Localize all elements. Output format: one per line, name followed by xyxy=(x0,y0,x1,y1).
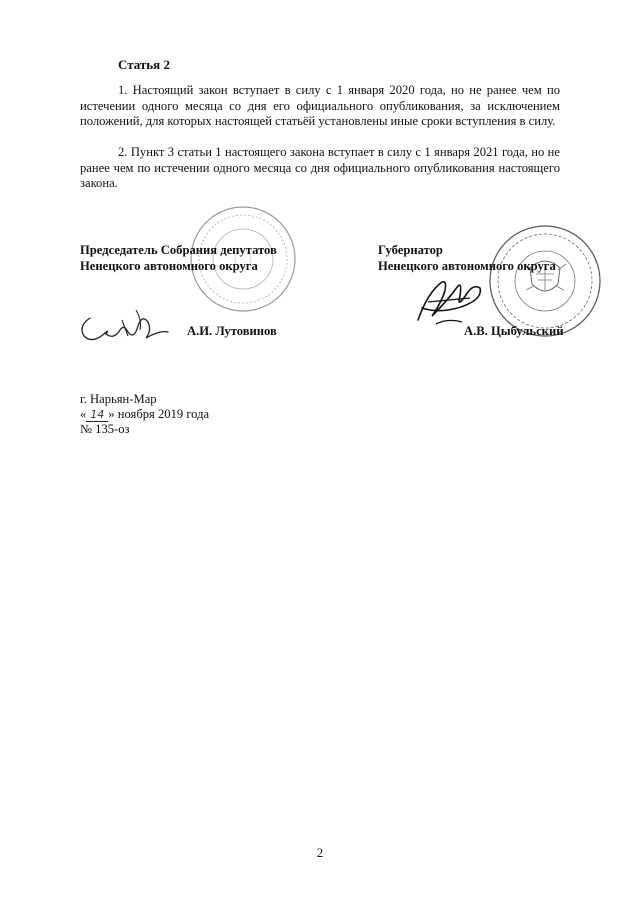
right-signatory-title xyxy=(378,243,556,274)
date-month-year: » ноября 2019 года xyxy=(108,407,210,421)
date-day-handwritten: 14 xyxy=(86,408,108,422)
page-number: 2 xyxy=(316,846,324,860)
right-signatory-position: Губернатор xyxy=(378,243,443,257)
seal-right-stamp xyxy=(488,224,603,339)
left-signatory-body: Ненецкого автономного округа xyxy=(80,258,258,273)
signing-date xyxy=(80,407,209,422)
date-open-quote: « xyxy=(80,407,87,421)
place-of-signing: г. Нарьян-Мар xyxy=(80,392,157,406)
left-signatory-position: Председатель Собрания депутатов xyxy=(80,243,277,257)
article-heading: Статья 2 xyxy=(118,57,170,72)
left-signatory-title xyxy=(80,243,277,274)
law-number: № 135-оз xyxy=(80,422,130,436)
left-signatory-name: А.И. Лутовинов xyxy=(187,324,277,338)
article-paragraph-1: 1. Настоящий закон вступает в силу с 1 января 2020 года, но не ранее чем по истечении одного месяца со дня его официального опубликования, за исключением положений, для которых настоящей статьёй установлены иные сроки вступления в силу. xyxy=(80,83,560,128)
right-signatory-body: Ненецкого автономного округа xyxy=(378,258,556,273)
right-signatory-name: А.В. Цыбульский xyxy=(464,324,564,338)
left-handwritten-signature xyxy=(76,300,176,350)
article-paragraph-2: 2. Пункт 3 статьи 1 настоящего закона вступает в силу с 1 января 2021 года, но не ранее чем по истечении одного месяца со дня официального опубликования настоящего закона. xyxy=(80,145,560,190)
right-handwritten-signature xyxy=(408,272,498,332)
